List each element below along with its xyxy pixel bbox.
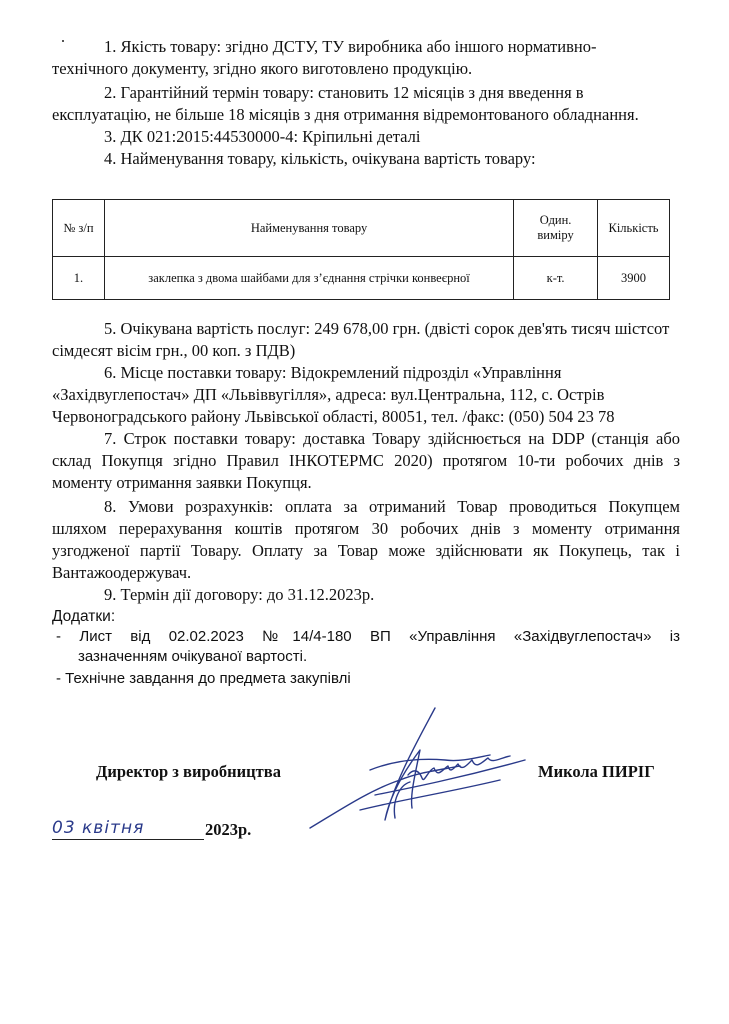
table-header-row bbox=[53, 200, 670, 257]
date-year: 2023р. bbox=[205, 820, 252, 839]
header-unit-line-2: виміру bbox=[537, 228, 574, 242]
item-1-line-1: 1. Якість товару: згідно ДСТУ, ТУ виробника або іншого нормативно- bbox=[104, 37, 597, 56]
handwritten-date: 03 квітня bbox=[52, 818, 145, 838]
header-qty: Кількість bbox=[598, 200, 670, 257]
item-2-line-1: 2. Гарантійний термін товару: становить 12 місяців з дня введення в bbox=[104, 83, 584, 102]
item-3: 3. ДК 021:2015:44530000-4: Кріпильні деталі bbox=[104, 127, 421, 146]
item-9: 9. Термін дії договору: до 31.12.2023р. bbox=[104, 585, 375, 604]
item-7-line-1: 7. Строк поставки товару: доставка Товару здійснюється на DDP (станція або bbox=[104, 429, 680, 448]
item-2-line-2: експлуатацію, не більше 18 місяців з дня отримання відремонтованого обладнання. bbox=[52, 105, 639, 124]
goods-table bbox=[52, 199, 670, 300]
header-num: № з/п bbox=[53, 200, 105, 257]
handwritten-signature bbox=[300, 700, 550, 840]
signer-name: Микола ПИРІГ bbox=[538, 762, 655, 781]
item-8-line-4: Вантажоодержувач. bbox=[52, 563, 192, 582]
header-unit bbox=[514, 200, 598, 257]
item-8-line-2: шляхом перерахування коштів протягом 30 робочих днів з моменту отримання bbox=[52, 519, 680, 538]
attachment-1-line-1: - Лист від 02.02.2023 №14/4-180 ВП «Управління «Західвуглепостач» із bbox=[56, 628, 680, 645]
scan-dot bbox=[62, 40, 64, 42]
item-7-line-3: моменту отримання заявки Покупця. bbox=[52, 473, 312, 492]
signer-position: Директор з виробництва bbox=[96, 762, 281, 781]
item-8-line-1: 8. Умови розрахунків: оплата за отриманий Товар проводиться Покупцем bbox=[104, 497, 680, 516]
attachment-2: - Технічне завдання до предмета закупівлі bbox=[56, 670, 351, 687]
cell-name: заклепка з двома шайбами для з’єднання стрічки конвеєрної bbox=[104, 257, 513, 300]
header-name: Найменування товару bbox=[104, 200, 513, 257]
cell-qty: 3900 bbox=[598, 257, 670, 300]
cell-unit: к-т. bbox=[514, 257, 598, 300]
item-6-line-2: «Західвуглепостач» ДП «Львіввугілля», адреса: вул.Центральна, 112, с. Острів bbox=[52, 385, 605, 404]
attachment-1-line-2: зазначенням очікуваної вартості. bbox=[78, 648, 308, 665]
item-1-line-2: технічного документу, згідно якого виготовлено продукцію. bbox=[52, 59, 473, 78]
item-6-line-3: Червоноградського району Львівської області, 80051, тел. /факс: (050) 504 23 78 bbox=[52, 407, 615, 426]
date-underline bbox=[52, 839, 204, 840]
item-5-line-1: 5. Очікувана вартість послуг: 249 678,00 грн. (двісті сорок дев'ять тисяч шістсот bbox=[104, 319, 670, 338]
cell-num: 1. bbox=[53, 257, 105, 300]
header-unit-line-1: Один. bbox=[539, 213, 572, 227]
item-4: 4. Найменування товару, кількість, очікувана вартість товару: bbox=[104, 149, 536, 168]
item-8-line-3: узгодженої партії Товару. Оплату за Товар може здійснювати як Покупець, так і bbox=[52, 541, 680, 560]
item-6-line-1: 6. Місце поставки товару: Відокремлений підрозділ «Управління bbox=[104, 363, 562, 382]
table-row bbox=[53, 257, 670, 300]
attachments-title: Додатки: bbox=[52, 608, 116, 625]
item-7-line-2: склад Покупця згідно Правил ІНКОТЕРМС 2020) протягом 10-ти робочих днів з bbox=[52, 451, 680, 470]
item-5-line-2: сімдесят вісім грн., 00 коп. з ПДВ) bbox=[52, 341, 296, 360]
